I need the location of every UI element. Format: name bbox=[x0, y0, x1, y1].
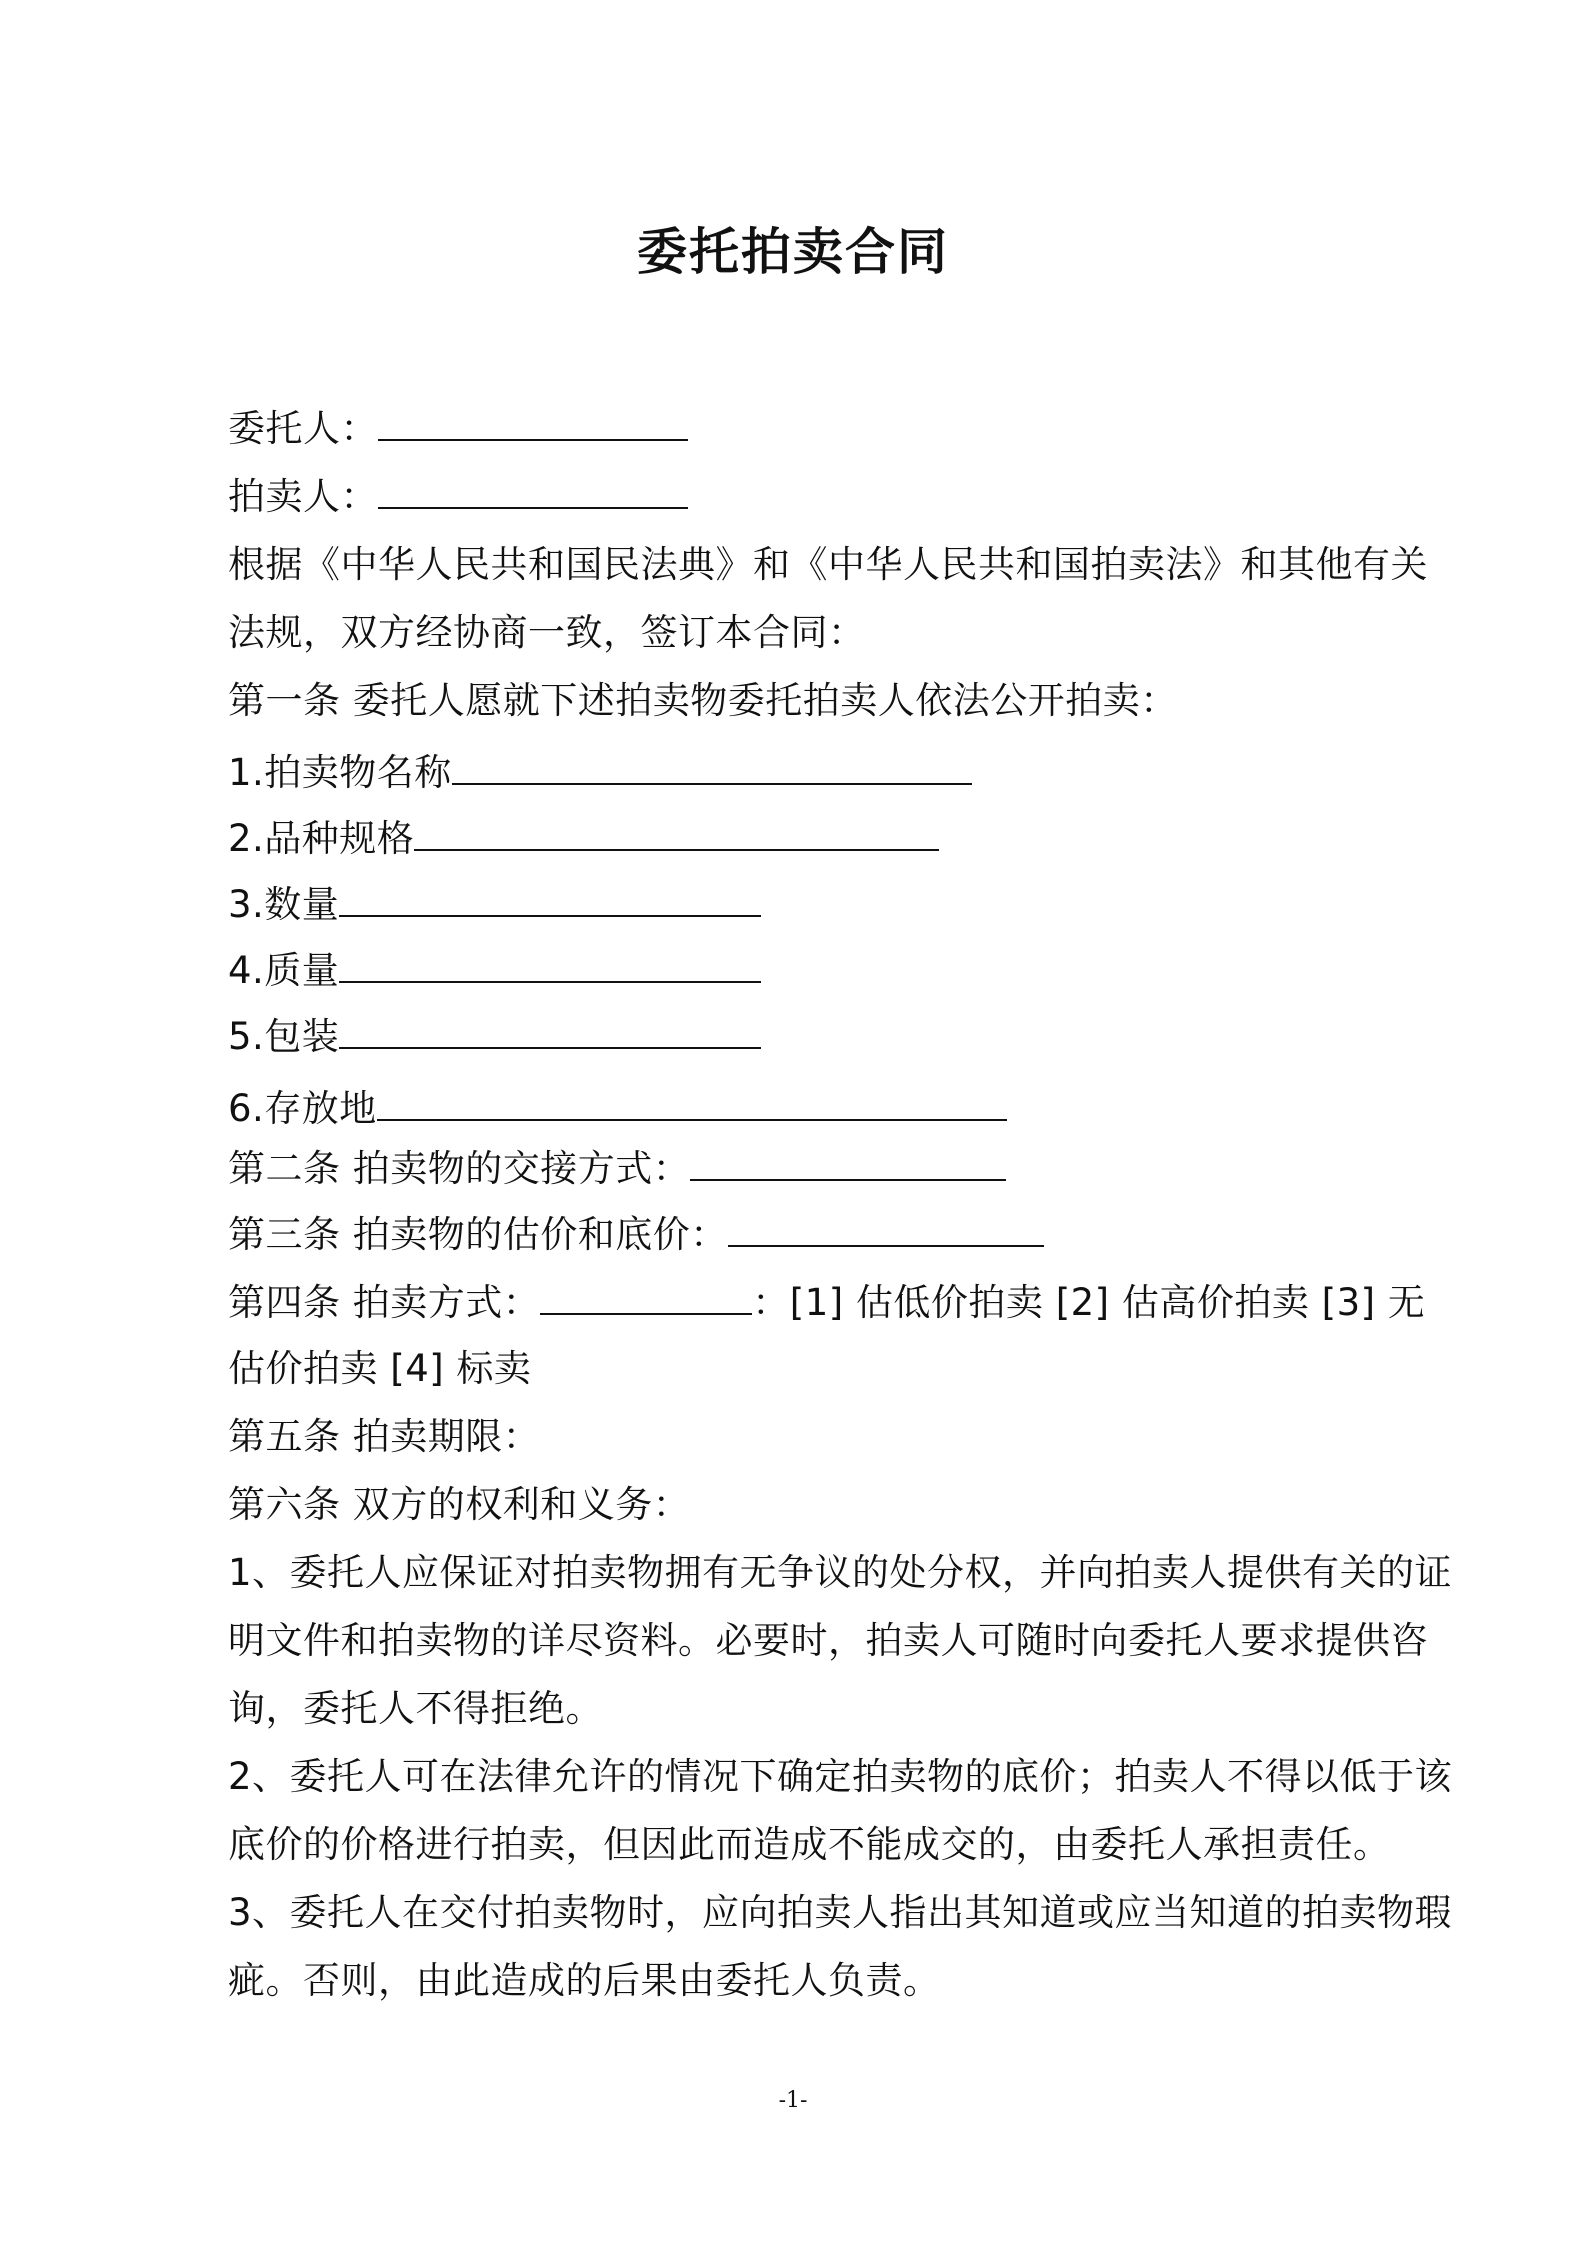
item-location-label: 6.存放地 bbox=[228, 1087, 377, 1130]
preamble-line-1: 根据《中华人民共和国民法典》和《中华人民共和国拍卖法》和其他有关 bbox=[228, 543, 1428, 586]
item-quantity-blank bbox=[339, 885, 761, 917]
clause-3-line-1: 3、委托人在交付拍卖物时，应向拍卖人指出其知道或应当知道的拍卖物瑕 bbox=[228, 1891, 1453, 1934]
article-3-label: 第三条 拍卖物的估价和底价： bbox=[228, 1213, 728, 1256]
page-number: -1- bbox=[778, 2088, 808, 2113]
article-4-line-1 bbox=[228, 1272, 1425, 1326]
consignor-blank bbox=[378, 409, 688, 441]
item-name-line bbox=[228, 742, 972, 796]
article-4-line-2: 估价拍卖 [4] 标卖 bbox=[228, 1347, 532, 1390]
item-quantity-label: 3.数量 bbox=[228, 883, 340, 926]
item-quality-label: 4.质量 bbox=[228, 949, 340, 992]
article-2-blank bbox=[690, 1149, 1006, 1181]
preamble-line-2: 法规，双方经协商一致，签订本合同： bbox=[228, 611, 866, 654]
item-location-line bbox=[228, 1078, 1007, 1132]
auctioneer-blank bbox=[378, 477, 688, 509]
consignor-line bbox=[228, 398, 688, 452]
item-spec-label: 2.品种规格 bbox=[228, 817, 415, 860]
item-quality-blank bbox=[339, 951, 761, 983]
article-4-label: 第四条 拍卖方式： bbox=[228, 1281, 541, 1324]
article-5-line: 第五条 拍卖期限： bbox=[228, 1415, 541, 1458]
document-title: 委托拍卖合同 bbox=[637, 223, 949, 281]
item-packaging-blank bbox=[339, 1017, 761, 1049]
clause-2-line-1: 2、委托人可在法律允许的情况下确定拍卖物的底价；拍卖人不得以低于该 bbox=[228, 1755, 1453, 1798]
item-quality-line bbox=[228, 940, 761, 994]
article-3-line bbox=[228, 1204, 1044, 1258]
item-name-label: 1.拍卖物名称 bbox=[228, 751, 452, 794]
consignor-label: 委托人： bbox=[228, 407, 378, 450]
auctioneer-line bbox=[228, 466, 688, 520]
item-location-blank bbox=[377, 1089, 1007, 1121]
article-4-blank bbox=[540, 1283, 752, 1315]
clause-2-line-2: 底价的价格进行拍卖，但因此而造成不能成交的，由委托人承担责任。 bbox=[228, 1823, 1391, 1866]
article-6-heading: 第六条 双方的权利和义务： bbox=[228, 1483, 691, 1526]
clause-1-line-2: 明文件和拍卖物的详尽资料。必要时，拍卖人可随时向委托人要求提供咨 bbox=[228, 1619, 1428, 1662]
item-name-blank bbox=[452, 753, 972, 785]
clause-1-line-1: 1、委托人应保证对拍卖物拥有无争议的处分权，并向拍卖人提供有关的证 bbox=[228, 1551, 1453, 1594]
item-packaging-label: 5.包装 bbox=[228, 1015, 340, 1058]
article-4-options: ：[1] 估低价拍卖 [2] 估高价拍卖 [3] 无 bbox=[752, 1281, 1426, 1324]
article-1-heading: 第一条 委托人愿就下述拍卖物委托拍卖人依法公开拍卖： bbox=[228, 679, 1178, 722]
clause-1-line-3: 询，委托人不得拒绝。 bbox=[228, 1687, 603, 1730]
clause-3-line-2: 疵。否则，由此造成的后果由委托人负责。 bbox=[228, 1959, 941, 2002]
auctioneer-label: 拍卖人： bbox=[228, 475, 378, 518]
item-spec-blank bbox=[414, 819, 939, 851]
article-2-line bbox=[228, 1138, 1006, 1192]
article-2-label: 第二条 拍卖物的交接方式： bbox=[228, 1147, 691, 1190]
item-quantity-line bbox=[228, 874, 761, 928]
article-3-blank bbox=[728, 1215, 1044, 1247]
item-spec-line bbox=[228, 808, 939, 862]
item-packaging-line bbox=[228, 1006, 761, 1060]
